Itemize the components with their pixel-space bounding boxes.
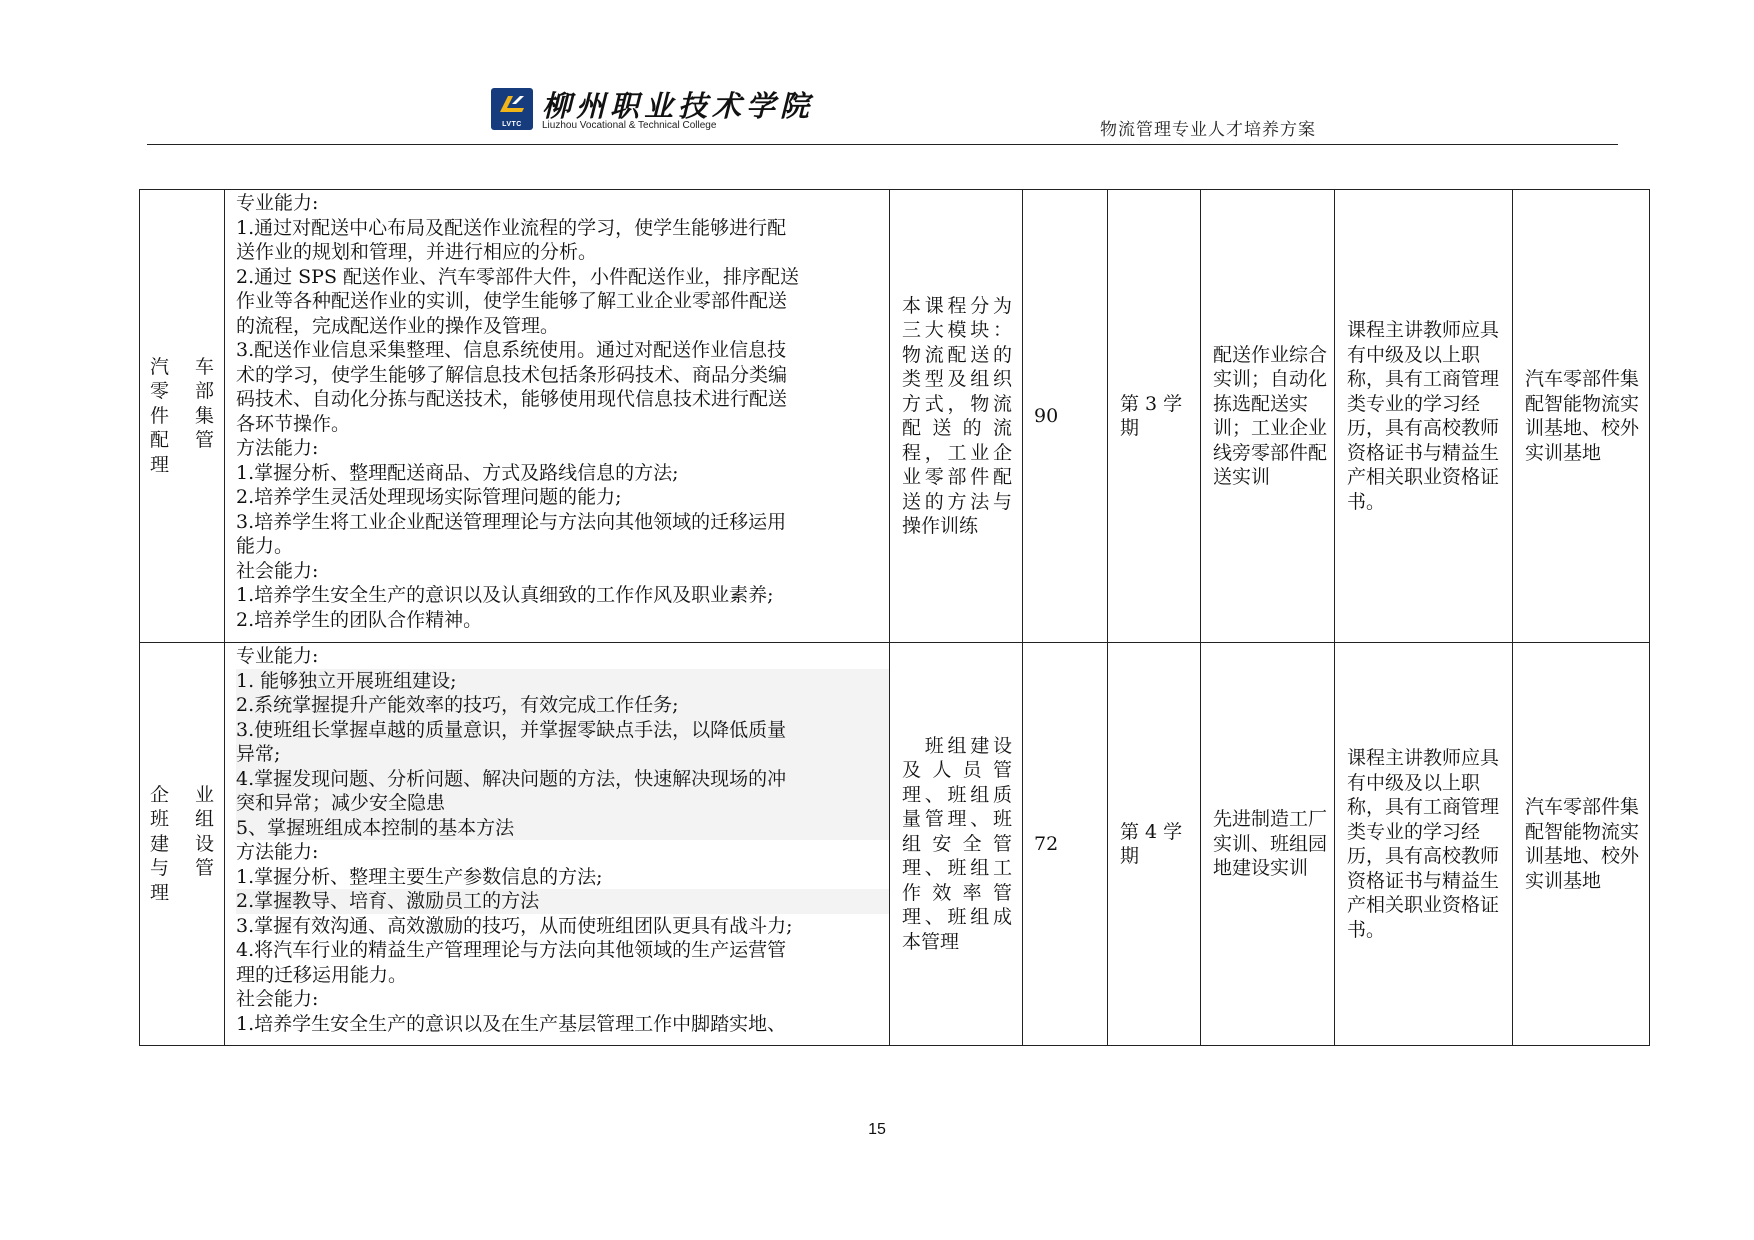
objective-line: 的流程，完成配送作业的操作及管理。 (236, 314, 560, 337)
course-name-char: 管 (194, 429, 214, 452)
course-name-char: 企 (150, 783, 170, 806)
objective-line: 能力。 (236, 535, 294, 557)
course-objectives-cell (225, 190, 890, 643)
course-name-char: 零 (150, 380, 170, 403)
course-objectives-cell (225, 643, 890, 1046)
course-semester-cell: 第 3 学期 (1108, 190, 1201, 643)
course-hours-cell: 90 (1023, 190, 1108, 643)
document-title: 物流管理专业人才培养方案 (1100, 120, 1316, 140)
objective-line: 3.使班组长掌握卓越的质量意识，并掌握零缺点手法，以降低质量 (236, 718, 889, 743)
objective-line: 2.掌握教导、培育、激励员工的方法 (236, 889, 889, 914)
training-base-cell: 汽车零部件集配智能物流实训基地、校外实训基地 (1513, 643, 1650, 1046)
objective-line: 方法能力: (236, 841, 319, 863)
course-name-char: 理 (150, 453, 170, 476)
objective-line: 作业等各种配送作业的实训，使学生能够了解工业企业零部件配送 (236, 290, 788, 312)
objective-line: 理的迁移运用能力。 (236, 963, 408, 986)
objective-line: 专业能力: (236, 645, 319, 667)
objective-line: 1.培养学生安全生产的意识以及认真细致的工作作风及职业素养; (236, 584, 774, 606)
course-name-char: 管 (194, 857, 214, 880)
objective-line: 1. 能够独立开展班组建设; (236, 669, 889, 694)
course-name-char: 汽 (150, 355, 170, 378)
practical-training-cell: 配送作业综合实训；自动化拣选配送实训；工业企业线旁零部件配送实训 (1201, 190, 1335, 643)
course-name-char: 配 (150, 429, 170, 452)
objective-line: 术的学习，使学生能够了解信息技术包括条形码技术、商品分类编 (236, 363, 788, 386)
objective-line: 1.掌握分析、整理主要生产参数信息的方法; (236, 865, 603, 888)
course-table (139, 189, 1650, 1046)
college-logo-icon (491, 88, 533, 130)
course-name-char: 部 (194, 380, 214, 403)
objective-line: 各环节操作。 (236, 412, 351, 435)
course-name-char: 件 (150, 404, 170, 427)
course-hours-cell: 72 (1023, 643, 1108, 1046)
course-name-cell (140, 643, 225, 1046)
objective-line: 专业能力: (236, 192, 319, 214)
objective-line: 社会能力: (236, 988, 319, 1010)
teacher-requirements-cell: 课程主讲教师应具有中级及以上职称，具有工商管理类专业的学习经历，具有高校教师资格证书与精益生产相关职业资格证书。 (1335, 190, 1513, 643)
page-header (147, 84, 1618, 145)
course-name-char: 设 (194, 832, 214, 855)
course-name-char: 班 (150, 808, 170, 831)
training-base-cell: 汽车零部件集配智能物流实训基地、校外实训基地 (1513, 190, 1650, 643)
objective-line: 社会能力: (236, 559, 319, 582)
objective-line: 1.掌握分析、整理配送商品、方式及路线信息的方法; (236, 461, 679, 484)
lvtc-emblem-icon (498, 94, 526, 114)
objective-line: 2.通过 SPS 配送作业、汽车零部件大件，小件配送作业，排序配送 (236, 265, 800, 288)
objective-line: 4.将汽车行业的精益生产管理理论与方法向其他领域的生产运营管 (236, 939, 787, 961)
teacher-requirements-cell: 课程主讲教师应具有中级及以上职称，具有工商管理类专业的学习经历，具有高校教师资格证书与精益生产相关职业资格证书。 (1335, 643, 1513, 1046)
college-name-cn: 柳州职业技术学院 (542, 89, 815, 123)
objective-line: 3.配送作业信息采集整理、信息系统使用。通过对配送作业信息技 (236, 339, 787, 361)
objective-line: 突和异常；减少安全隐患 (236, 791, 889, 816)
objective-line: 2.系统掌握提升产能效率的技巧，有效完成工作任务; (236, 693, 889, 718)
course-content-cell: 本课程分为三大模块：物流配送的类型及组织方式，物流配送的流程，工业企业零部件配送的方法与操作训练 (890, 190, 1023, 643)
page-number: 15 (868, 1121, 886, 1138)
objective-line: 3.培养学生将工业企业配送管理理论与方法向其他领域的迁移运用 (236, 510, 787, 533)
college-name-en: Liuzhou Vocational & Technical College (542, 120, 717, 131)
practical-training-cell: 先进制造工厂实训、班组园地建设实训 (1201, 643, 1335, 1046)
course-semester-cell: 第 4 学期 (1108, 643, 1201, 1046)
objective-line: 5、掌握班组成本控制的基本方法 (236, 816, 889, 841)
course-content-cell: 班组建设及人员管理、班组质量管理、班组安全管理、班组工作效率管理、班组成本管理 (890, 643, 1023, 1046)
objective-line: 2.培养学生的团队合作精神。 (236, 608, 483, 631)
course-name-char: 理 (150, 881, 170, 904)
course-name-cell (140, 190, 225, 643)
objective-line: 2.培养学生灵活处理现场实际管理问题的能力; (236, 486, 622, 508)
objective-line: 1.通过对配送中心布局及配送作业流程的学习，使学生能够进行配 (236, 216, 787, 239)
course-name-char: 组 (194, 808, 214, 831)
objective-line: 方法能力: (236, 437, 319, 459)
objective-line: 4.掌握发现问题、分析问题、解决问题的方法，快速解决现场的冲 (236, 767, 889, 792)
logo-tag: LVTC (502, 121, 522, 128)
course-name-char: 与 (150, 857, 170, 880)
course-name-char: 集 (194, 404, 214, 427)
objective-line: 异常; (236, 742, 889, 767)
table-row (140, 643, 1650, 1046)
objective-line: 1.培养学生安全生产的意识以及在生产基层管理工作中脚踏实地、 (236, 1012, 787, 1035)
table-row (140, 190, 1650, 643)
objective-line: 码技术、自动化分拣与配送技术，能够使用现代信息技术进行配送 (236, 388, 788, 410)
course-name-char: 建 (150, 832, 170, 855)
objective-line: 3.掌握有效沟通、高效激励的技巧，从而使班组团队更具有战斗力; (236, 914, 793, 937)
objective-line: 送作业的规划和管理，并进行相应的分析。 (236, 241, 598, 263)
course-name-char: 车 (194, 355, 214, 378)
course-name-char: 业 (194, 783, 214, 806)
